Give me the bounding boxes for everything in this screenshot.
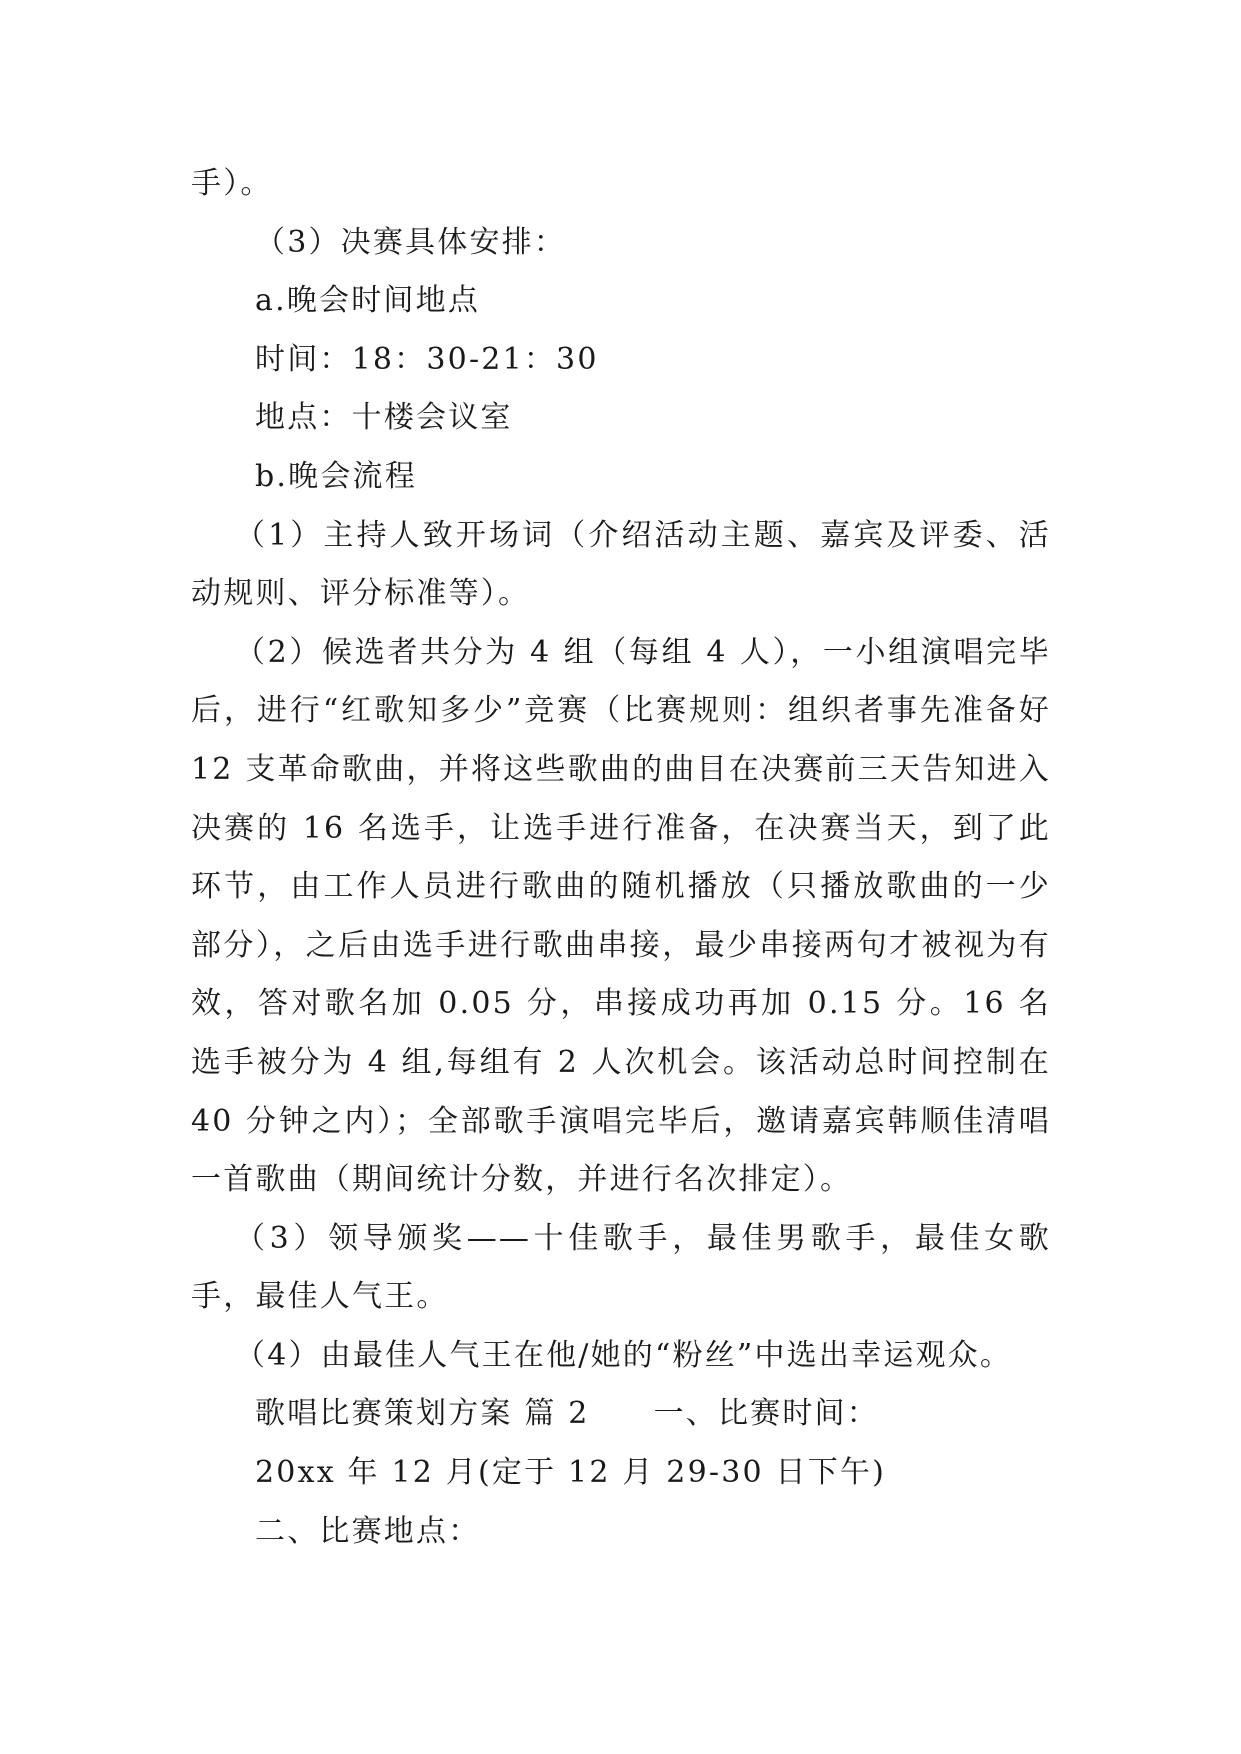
paragraph-opening-speech: （1）主持人致开场词（介绍活动主题、嘉宾及评委、活动规则、评分标准等）。 bbox=[191, 517, 1051, 612]
paragraph-date: 20xx 年 12 月(定于 12 月 29-30 日下午) bbox=[255, 1455, 887, 1491]
plan-2-title: 歌唱比赛策划方案 篇 2 bbox=[255, 1396, 590, 1432]
section-competition-location: 二、比赛地点： bbox=[255, 1513, 481, 1549]
paragraph-continuation: 手）。 bbox=[191, 166, 273, 201]
document-body bbox=[191, 155, 1051, 1561]
section-competition-time: 一、比赛时间： bbox=[653, 1396, 879, 1432]
paragraph-lucky-audience: （4）由最佳人气王在他/她的“粉丝”中选出幸运观众。 bbox=[235, 1337, 1013, 1373]
paragraph-awards: （3）领导颁奖——十佳歌手，最佳男歌手，最佳女歌手，最佳人气王。 bbox=[191, 1220, 1051, 1315]
paragraph-evening-process: b.晚会流程 bbox=[255, 458, 417, 494]
paragraph-competition-rules: （2）候选者共分为 4 组（每组 4 人），一小组演唱完毕后，进行“红歌知多少”竞赛（比赛规则：组织者事先准备好 12 支革命歌曲，并将这些歌曲的曲目在决赛前三天告知进入决赛的 16 名选手，让选手进行准备，在决赛当天，到了此环节，由工作人员进行歌曲的随机播放（只播放歌曲的一少部分），之后由选手进行歌曲串接，最少串接两句才被视为有效，答对歌名加 0.05 分，串接成功再加 0.15 分。16 名选手被分为 4 组,每组有 2 人次机会。该活动总时间控制在 40 分钟之内）；全部歌手演唱完毕后，邀请嘉宾韩顺佳清唱一首歌曲（期间统计分数，并进行名次排定）。 bbox=[191, 634, 1051, 1198]
paragraph-final-arrangement: （3）决赛具体安排： bbox=[255, 224, 567, 260]
paragraph-time: 时间：18：30-21：30 bbox=[255, 341, 599, 377]
paragraph-plan-2-heading bbox=[191, 1385, 1051, 1444]
paragraph-location: 地点：十楼会议室 bbox=[255, 400, 513, 436]
paragraph-evening-time-place: a.晚会时间地点 bbox=[255, 283, 481, 319]
